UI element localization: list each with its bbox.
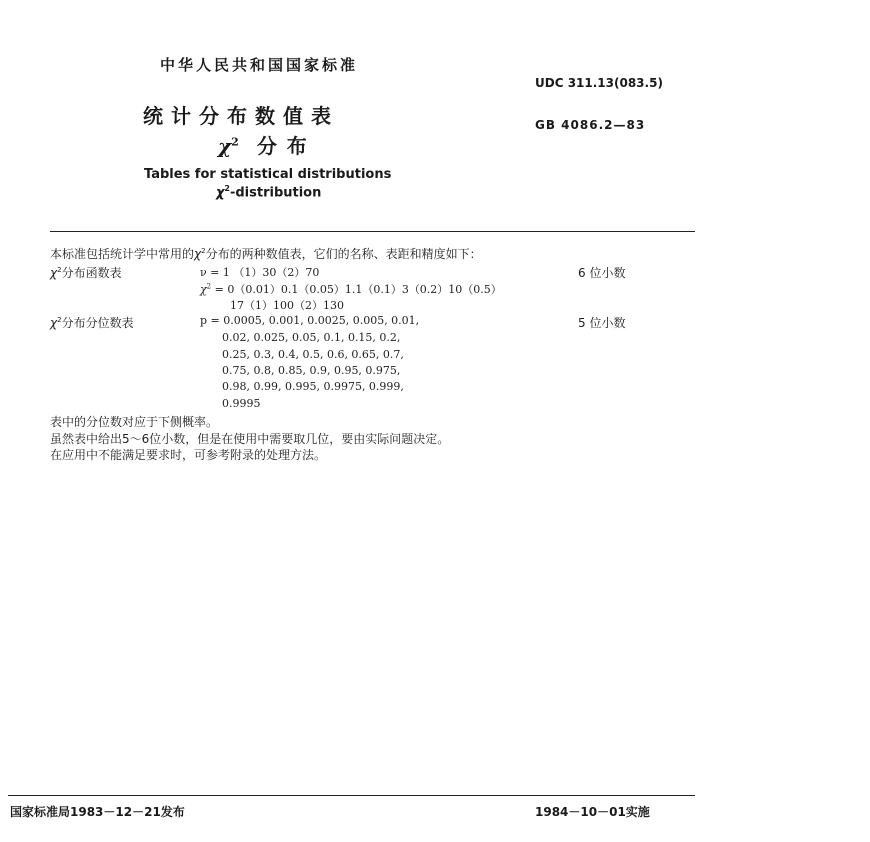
- header-divider: [50, 231, 695, 232]
- table1-chi-exp: 2: [57, 266, 62, 274]
- chi-symbol-en: χ: [216, 185, 225, 201]
- table2-chi: χ: [50, 316, 58, 330]
- table2-name: [50, 314, 134, 331]
- table2-chi-exp: 2: [57, 316, 62, 324]
- footer-divider: [8, 795, 695, 796]
- table1-chi-range-exp: 2: [206, 282, 212, 291]
- intro-text-pre: 本标准包括统计学中常用的: [50, 247, 195, 261]
- subtitle-suffix-en: -distribution: [229, 185, 322, 201]
- note-line: 表中的分位数对应于下侧概率。: [50, 415, 219, 429]
- note-line: 虽然表中给出5～6位小数，但是在使用中需要取几位，要由实际问题决定。: [50, 432, 450, 446]
- note-line: 在应用中不能满足要求时，可参考附录的处理方法。: [50, 448, 327, 462]
- table2-name-text: 分布分位数表: [61, 316, 134, 330]
- table2-p-line: 0.02, 0.025, 0.05, 0.1, 0.15, 0.2,: [222, 331, 401, 344]
- chi-exponent-en: 2: [224, 184, 230, 193]
- gb-number: GB 4086.2—83: [535, 118, 646, 132]
- table1-chi: χ: [50, 266, 58, 280]
- effective-date: 1984－10－01实施: [535, 805, 650, 819]
- subtitle-word: 分布: [256, 134, 317, 158]
- table2-p-line: 0.25, 0.3, 0.4, 0.5, 0.6, 0.65, 0.7,: [222, 348, 404, 361]
- document-title-cn: 统计分布数值表: [143, 104, 339, 128]
- table1-precision: 6 位小数: [578, 266, 626, 280]
- udc-number: UDC 311.13(083.5): [535, 76, 663, 90]
- document-title-en: Tables for statistical distributions: [144, 167, 392, 182]
- table2-p-line: 0.9995: [222, 397, 261, 410]
- document-subtitle-en: [216, 184, 321, 200]
- table2-p-line: 0.75, 0.8, 0.85, 0.9, 0.95, 0.975,: [222, 364, 401, 377]
- table1-nu-range: ν = 1 （1）30（2）70: [200, 266, 320, 279]
- table1-chi-range-cont: 17（1）100（2）130: [230, 299, 344, 312]
- table1-chi-range: [200, 281, 502, 297]
- table1-chi-range-sym: χ: [200, 283, 207, 296]
- chi-exponent: 2: [231, 135, 239, 149]
- table2-precision: 5 位小数: [578, 316, 626, 330]
- table2-p-line: p = 0.0005, 0.001, 0.0025, 0.005, 0.01,: [200, 314, 420, 327]
- issuing-authority: 中华人民共和国国家标准: [160, 56, 359, 74]
- table1-name: [50, 264, 122, 281]
- intro-chi: χ: [194, 247, 202, 261]
- intro-paragraph: [50, 245, 482, 262]
- table1-chi-range-text: = 0（0.01）0.1（0.05）1.1（0.1）3（0.2）10（0.5）: [211, 283, 502, 296]
- intro-chi-exp: 2: [201, 247, 206, 255]
- intro-text-post: 分布的两种数值表，它们的名称、表距和精度如下：: [205, 247, 482, 261]
- table2-p-line: 0.98, 0.99, 0.995, 0.9975, 0.999,: [222, 380, 404, 393]
- chi-symbol: χ: [218, 134, 232, 158]
- table1-name-text: 分布函数表: [61, 266, 122, 280]
- issue-date: 国家标准局1983－12－21发布: [10, 805, 185, 819]
- document-subtitle-cn: [218, 130, 317, 159]
